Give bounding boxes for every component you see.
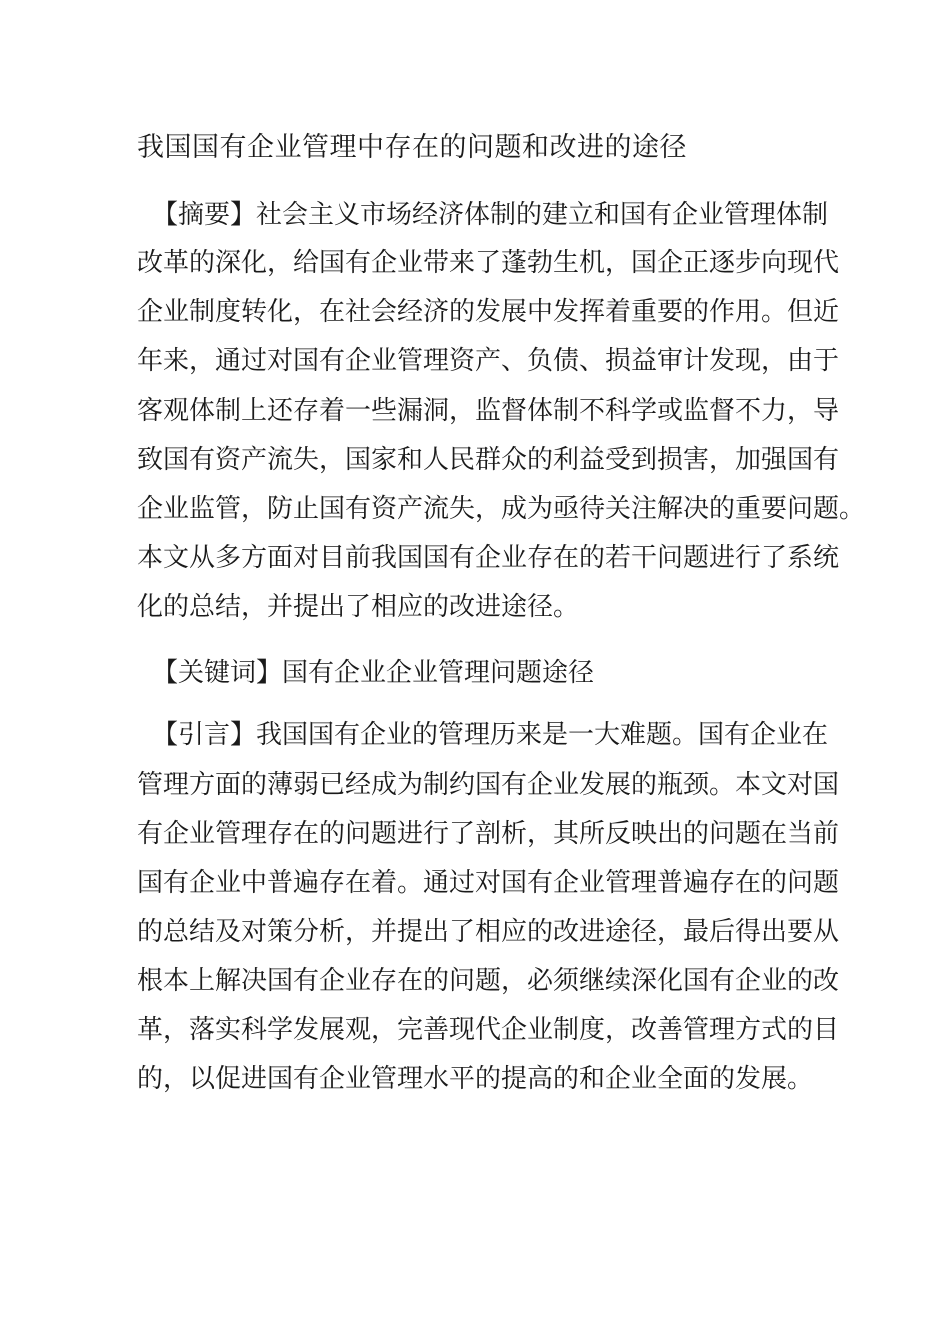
abstract-line: 本文从多方面对目前我国国有企业存在的若干问题进行了系统 [137, 543, 840, 573]
introduction-line: 国有企业中普遍存在着。通过对国有企业管理普遍存在的问题 [137, 868, 840, 898]
keywords-line: 【关键词】国有企业企业管理问题途径 [152, 658, 595, 688]
introduction-line: 【引言】我国国有企业的管理历来是一大难题。国有企业在 [152, 720, 829, 750]
abstract-line: 化的总结，并提出了相应的改进途径。 [137, 592, 580, 622]
abstract-line: 年来，通过对国有企业管理资产、负债、损益审计发现，由于 [137, 346, 840, 376]
introduction-line: 革，落实科学发展观，完善现代企业制度，改善管理方式的目 [137, 1015, 840, 1045]
abstract-line: 改革的深化，给国有企业带来了蓬勃生机，国企正逐步向现代 [137, 248, 840, 278]
introduction-line: 的，以促进国有企业管理水平的提高的和企业全面的发展。 [137, 1064, 814, 1094]
introduction-line: 有企业管理存在的问题进行了剖析，其所反映出的问题在当前 [137, 819, 840, 849]
abstract-line: 企业制度转化，在社会经济的发展中发挥着重要的作用。但近 [137, 297, 840, 327]
document-title: 我国国有企业管理中存在的问题和改进的途径 [137, 132, 687, 163]
introduction-line: 的总结及对策分析，并提出了相应的改进途径，最后得出要从 [137, 917, 840, 947]
introduction-line: 根本上解决国有企业存在的问题，必须继续深化国有企业的改 [137, 966, 840, 996]
abstract-line: 【摘要】社会主义市场经济体制的建立和国有企业管理体制 [152, 200, 829, 230]
abstract-line: 企业监管，防止国有资产流失，成为亟待关注解决的重要问题。 [137, 494, 866, 524]
abstract-line: 致国有资产流失，国家和人民群众的利益受到损害，加强国有 [137, 445, 840, 475]
abstract-line: 客观体制上还存着一些漏洞，监督体制不科学或监督不力，导 [137, 396, 840, 426]
introduction-line: 管理方面的薄弱已经成为制约国有企业发展的瓶颈。本文对国 [137, 770, 840, 800]
